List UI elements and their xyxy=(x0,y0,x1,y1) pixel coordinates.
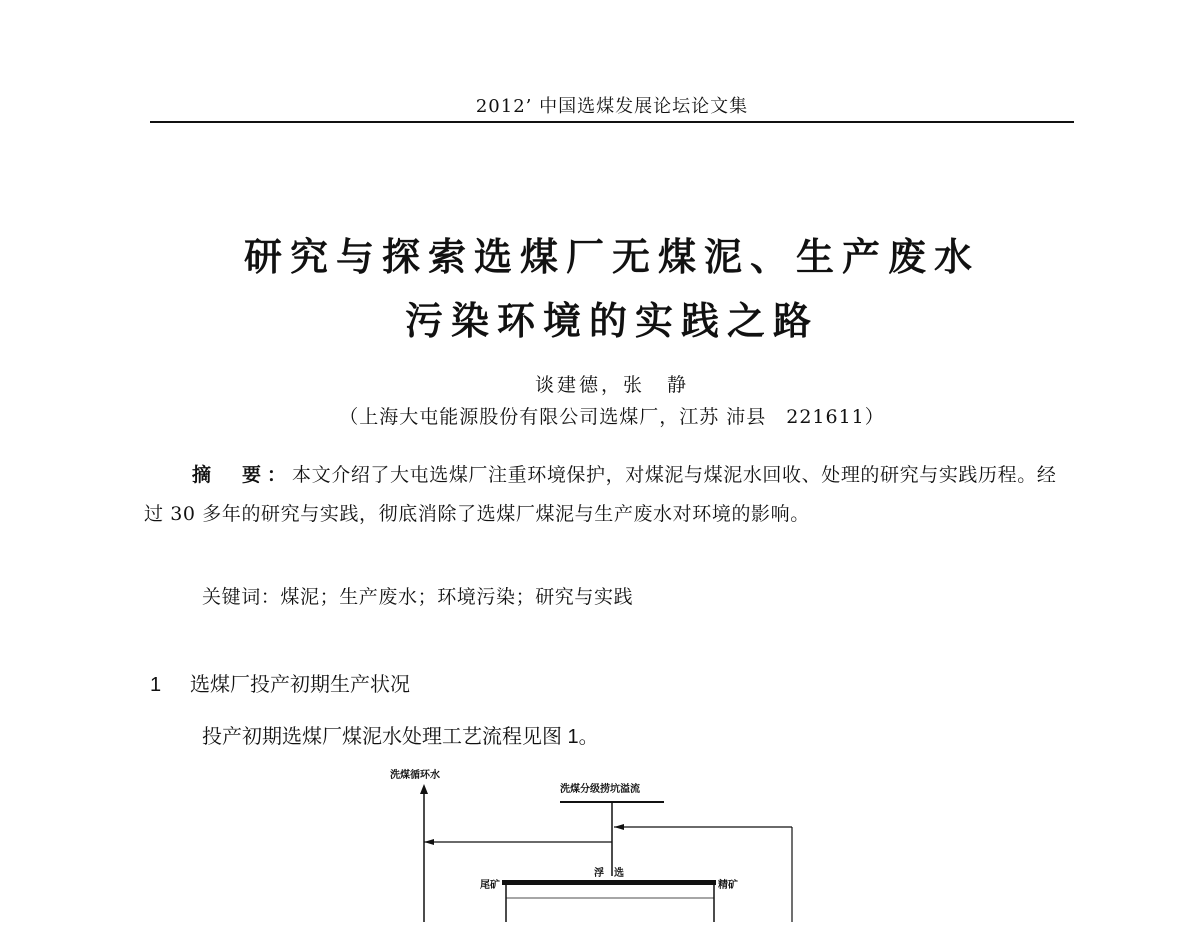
concentrate-label: 精矿 xyxy=(718,880,738,891)
keywords-text: 煤泥；生产废水；环境污染；研究与实践 xyxy=(280,586,634,608)
paper-title-line-2: 污染环境的实践之路 xyxy=(404,298,819,343)
section-paragraph: 投产初期选煤厂煤泥水处理工艺流程见图 1。 xyxy=(202,726,599,748)
tailings-label: 尾矿 xyxy=(480,880,500,891)
left-arrow-icon xyxy=(424,839,434,845)
overflow-label: 洗煤分级捞坑溢流 xyxy=(560,784,640,795)
section-title: 选煤厂投产初期生产状况 xyxy=(190,674,410,696)
abstract xyxy=(144,456,1074,534)
paper-title-line-1: 研究与探索选煤厂无煤泥、生产废水 xyxy=(243,234,980,279)
flotation-cell xyxy=(502,880,716,885)
header-rule xyxy=(150,121,1074,123)
flotation-label: 浮 选 xyxy=(594,868,624,879)
keywords xyxy=(202,582,633,609)
section-number: 1 xyxy=(150,674,162,696)
circulating-water-label: 洗煤循环水 xyxy=(390,770,440,781)
affiliation: （上海大屯能源股份有限公司选煤厂，江苏 沛县 221611） xyxy=(339,406,885,428)
keywords-label: 关键词： xyxy=(202,587,281,608)
section-heading xyxy=(150,668,410,697)
flow-diagram xyxy=(388,764,808,922)
authors: 谈建德，张 静 xyxy=(534,374,689,396)
running-header: 2012’ 中国选煤发展论坛论文集 xyxy=(475,96,749,117)
left-arrow-icon-2 xyxy=(614,824,624,830)
abstract-text: 本文介绍了大屯选煤厂注重环境保护，对煤泥与煤泥水回收、处理的研究与实践历程。经过 30 多年的研究与实践，彻底消除了选煤厂煤泥与生产废水对环境的影响。 xyxy=(144,464,1057,525)
up-arrow-icon xyxy=(420,784,428,794)
abstract-label: 摘 要： xyxy=(192,465,293,486)
